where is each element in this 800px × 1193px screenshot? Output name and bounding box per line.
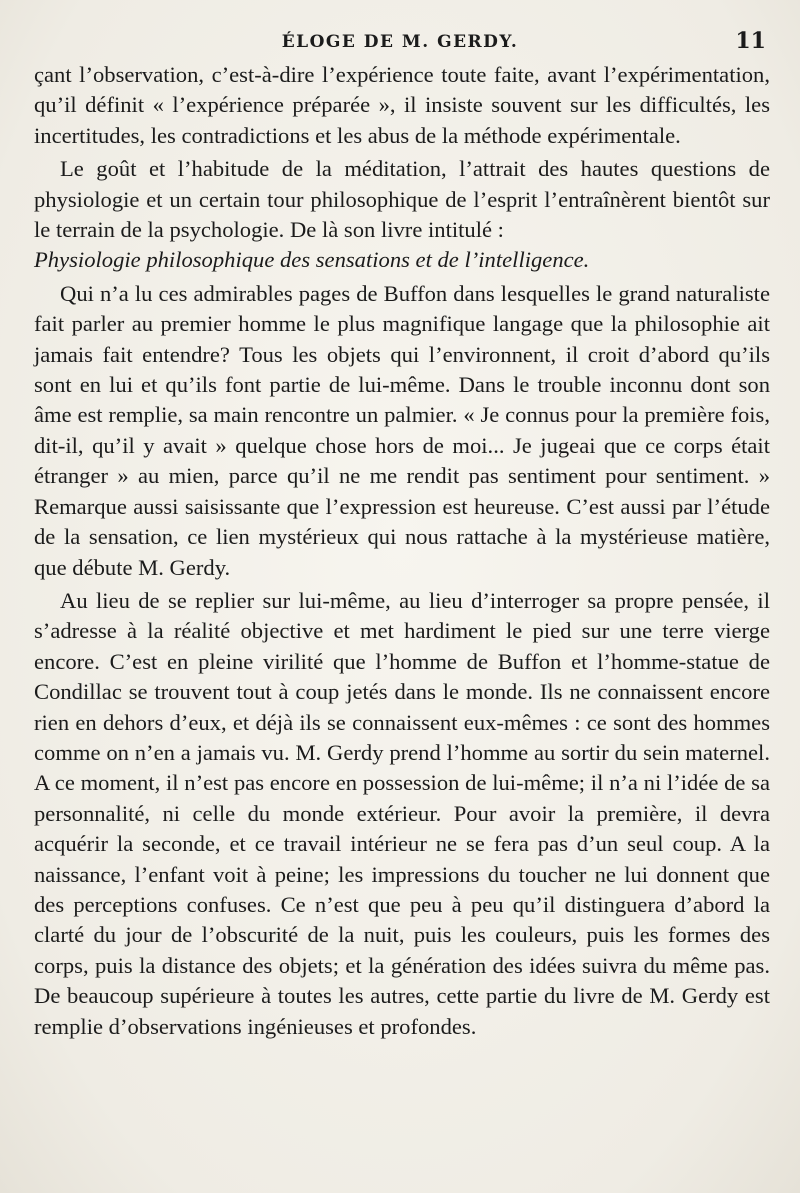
running-head	[30, 30, 770, 60]
paragraph-3: Qui n’a lu ces admirables pages de Buffon dans lesquelles le grand naturaliste fait parler au premier homme le plus magnifique langage que la philosophie ait jamais fait entendre? Tous les objets qui l’environnent, il croit d’abord qu’ils sont en lui et qu’ils font partie de lui-même. Dans le trouble inconnu dont son âme est remplie, sa main rencontre un palmier. « Je connus pour la première fois, dit-il, qu’il y avait » quelque chose hors de moi... Je jugeai que ce corps était étranger » au mien, parce qu’il ne me rendit pas sentiment pour sentiment. » Remarque aussi saisissante que l’expression est heureuse. C’est aussi par l’étude de la sensation, ce lien mystérieux qui nous rattache à la mystérieuse matière, que débute M. Gerdy.	[34, 280, 770, 580]
paragraph-4: Au lieu de se replier sur lui-même, au lieu d’interroger sa propre pensée, il s’adresse à la réalité objective et met hardiment le pied sur une terre vierge encore. C’est en pleine virilité que l’homme de Buffon et l’homme-statue de Condillac se trouvent tout à coup jetés dans le monde. Ils ne connaissent encore rien en dehors d’eux, et déjà ils se connaissent eux-mêmes : ce sont des hommes comme on n’en a jamais vu. M. Gerdy prend l’homme au sortir du sein maternel. A ce moment, il n’est pas encore en possession de lui-même; il n’a ni l’idée de sa personnalité, ni celle du monde extérieur. Pour avoir la première, il devra acquérir la seconde, et ce travail intérieur ne se fera pas d’un seul coup. A la naissance, l’enfant voit à peine; les impressions du toucher ne lui donnent que des perceptions confuses. Ce n’est que peu à peu qu’il distinguera d’abord la clarté du jour de l’obscurité de la nuit, puis les couleurs, puis les formes des corps, puis la distance des objets; et la génération des idées suivra du même pas. De beaucoup supérieure à toutes les autres, cette partie du livre de M. Gerdy est remplie d’observations ingénieuses et profondes.	[34, 587, 770, 1039]
running-title: ÉLOGE DE M. GERDY.	[281, 32, 519, 52]
paragraph-2	[34, 154, 770, 276]
body-text	[34, 60, 770, 1045]
paragraph-2-text: Le goût et l’habitude de la méditation, l’attrait des hautes questions de physiologie et un certain tour philosophique de l’esprit l’entraînèrent bientôt sur le terrain de la psychologie. De là son livre intitulé :	[34, 156, 770, 243]
paragraph-1: çant l’observation, c’est-à-dire l’expérience toute faite, avant l’expérimentation, qu’il définit « l’expérience préparée », il insiste souvent sur les difficultés, les incertitudes, les contradictions et les abus de la méthode expérimentale.	[34, 62, 770, 148]
book-title: Physiologie philosophique des sensations et de l’intelligence.	[34, 247, 590, 273]
page-number: 11	[735, 28, 766, 54]
